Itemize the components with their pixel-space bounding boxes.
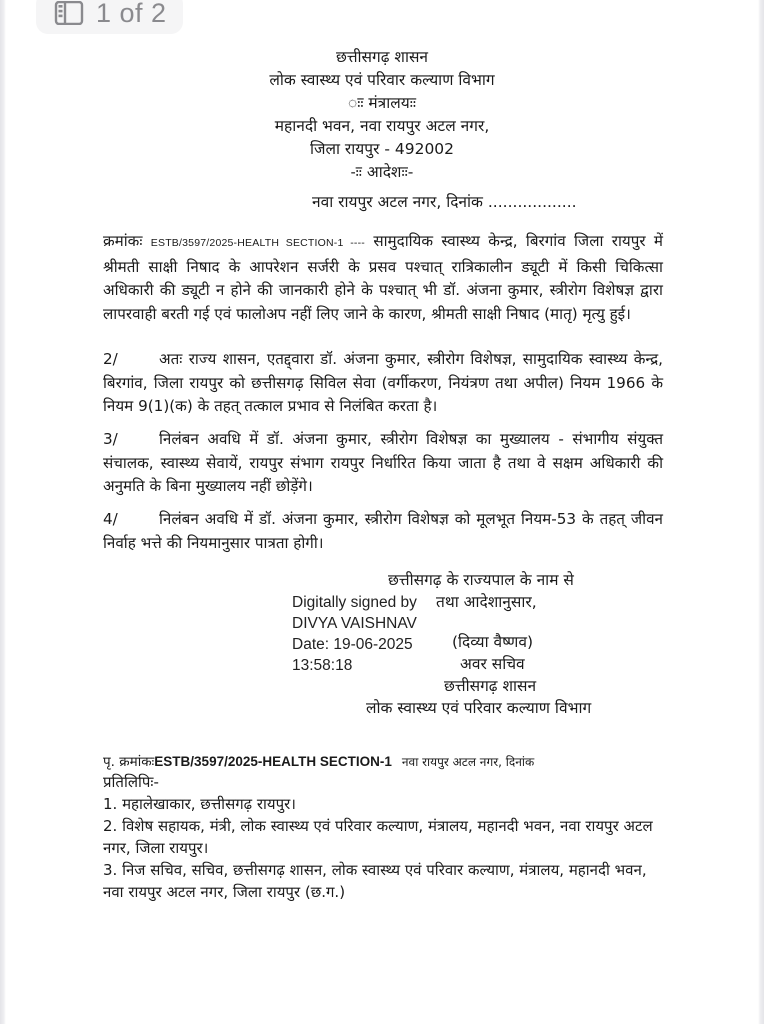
ref-code: ESTB/3597/2025-HEALTH SECTION-1 ---- [150,237,365,249]
copy-item: 1. महालेखाकार, छत्तीसगढ़ रायपुर। [103,795,296,813]
document-header [0,46,764,184]
order-paragraph-2 [103,348,663,419]
copy-item: 2. विशेष सहायक, मंत्री, लोक स्वास्थ्य एवं परिवार कल्याण, मंत्रालय, महानदी भवन, नवा रायपुर अटल नगर, जिला रायपुर। [103,817,653,857]
signature-order-line: तथा आदेशानुसार, [436,593,537,611]
copy-reference [103,752,534,770]
order-paragraph-4 [103,508,663,555]
copy-ref-label: पृ. क्रमांकः [103,754,155,770]
header-district: जिला रायपुर - 492002 [309,140,455,158]
paragraph-number: 3/ [103,430,118,448]
copy-ref-code: ESTB/3597/2025-HEALTH SECTION-1 [154,754,392,769]
header-department: लोक स्वास्थ्य एवं परिवार कल्याण विभाग [269,71,495,89]
pages-icon [54,1,86,25]
copy-place-date: नवा रायपुर अटल नगर, दिनांक [401,755,535,769]
signatory-name: (दिव्या वैष्णव) [452,633,534,651]
header-address: महानदी भवन, नवा रायपुर अटल नगर, [274,117,490,135]
signatory-designation: अवर सचिव [460,655,525,673]
signature-authority-line: छत्तीसगढ़ के राज्यपाल के नाम से [388,571,574,589]
paragraph-text: निलंबन अवधि में डॉ. अंजना कुमार, स्त्रीरोग विशेषज्ञ को मूलभूत नियम-53 के तहत् जीवन निर्वाह भत्ते की नियमानुसार पात्रता होगी। [103,510,663,552]
order-paragraph-3 [103,428,663,499]
signature-block [0,568,764,718]
page-count: 1 of 2 [96,0,167,28]
digital-signature [292,592,417,676]
paragraph-number: 4/ [103,510,118,528]
digital-signed-by: Digitally signed by [292,594,417,611]
signatory-government: छत्तीसगढ़ शासन [444,677,537,695]
signatory-department: लोक स्वास्थ्य एवं परिवार कल्याण विभाग [366,699,592,717]
header-ministry: ःः मंत्रालयःः [348,94,416,112]
copy-list [103,771,668,903]
order-text: सामुदायिक स्वास्थ्य केन्द्र, बिरगांव जिला रायपुर में श्रीमती साक्षी निषाद के आपरेशन सर्जरी के प्रसव पश्चात् रात्रिकालीन ड्यूटी में किसी चिकित्सा अधिकारी की ड्यूटी न होने की जानकारी होने के पश्चात् भी डॉ. अंजना कुमार, स्त्रीरोग विशेषज्ञ द्वारा लापरवाही बरती गई एवं फालोअप नहीं लिए जाने के कारण, श्रीमती साक्षी निषाद (मातृ) मृत्यु हुई। [103,232,664,323]
header-government: छत्तीसगढ़ शासन [335,48,429,66]
copy-item: 3. निज सचिव, सचिव, छत्तीसगढ़ शासन, लोक स्वास्थ्य एवं परिवार कल्याण, मंत्रालय, महानदी भवन, नवा रायपुर अटल नगर, जिला रायपुर (छ.ग.) [103,861,647,901]
paragraph-number: 2/ [103,350,118,368]
copy-heading: प्रतिलिपिः- [103,773,159,791]
header-order-title: -ःः आदेशःः- [350,163,414,181]
digital-signer-name: DIVYA VAISHNAV [292,615,417,632]
paragraph-text: निलंबन अवधि में डॉ. अंजना कुमार, स्त्रीरोग विशेषज्ञ का मुख्यालय - संभागीय संयुक्त संचालक, स्वास्थ्य सेवायें, रायपुर संभाग रायपुर निर्धारित किया जाता है तथा वे सक्षम अधिकारी की अनुमति के बिना मुख्यालय नहीं छोड़ेंगे। [103,430,663,495]
digital-time: 13:58:18 [292,657,353,674]
page-indicator[interactable] [36,0,183,34]
paragraph-text: अतः राज्य शासन, एतद्द्वारा डॉ. अंजना कुमार, स्त्रीरोग विशेषज्ञ, सामुदायिक स्वास्थ्य केन्द्र, बिरगांव, जिला रायपुर को छत्तीसगढ़ सिविल सेवा (वर्गीकरण, नियंत्रण तथा अपील) नियम 1966 के नियम 9(1)(क) के तहत् तत्काल प्रभाव से निलंबित करता है। [103,350,663,415]
ref-label: क्रमांकः [103,232,143,250]
dateline: नवा रायपुर अटल नगर, दिनांक .................. [312,193,577,211]
digital-date: Date: 19-06-2025 [292,636,413,653]
order-paragraph-1 [103,230,663,326]
